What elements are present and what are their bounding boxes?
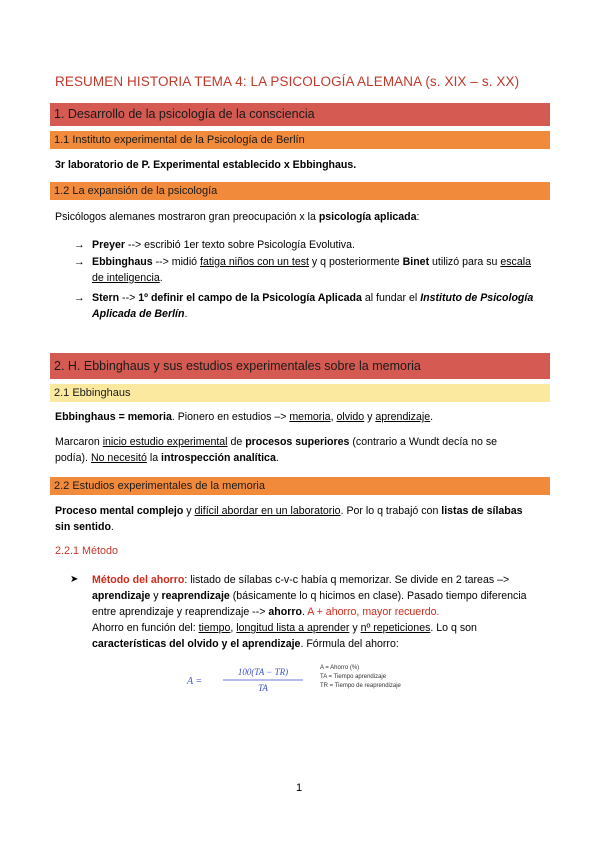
method-underline: tiempo [198, 622, 231, 634]
method-text: y [349, 622, 361, 634]
page-number: 1 [296, 782, 303, 794]
method-text: . Lo q son [430, 622, 477, 634]
p-text: . [275, 452, 279, 464]
p-text: . Pionero en estudios –> [171, 411, 290, 423]
p-underline: aprendizaje [375, 411, 431, 423]
bullet-text: al fundar el [361, 292, 421, 304]
subsection-1-1-text [55, 157, 550, 173]
proceso-paragraph [55, 503, 550, 535]
subsection-2-2-heading: 2.2 Estudios experimentales de la memoria [50, 477, 550, 495]
method-heading: 2.2.1 Método [55, 545, 119, 557]
p-underline: inicio estudio experimental [102, 436, 228, 448]
p-bold: introspección analítica [161, 452, 276, 464]
formula-legend [320, 664, 401, 691]
method-underline: longitud lista a aprender [236, 622, 350, 634]
method-text: (básicamente lo q hicimos en clase). Pasado tiempo diferencia [229, 590, 527, 602]
section-1-heading: 1. Desarrollo de la psicología de la consciencia [50, 103, 550, 126]
bullet-text: y q posteriormente [308, 256, 403, 268]
p-text: . Por lo q trabajó con [340, 505, 442, 517]
legend-line: A = Ahorro (%) [320, 665, 360, 671]
legend-line: TR = Tiempo de reaprendizaje [320, 683, 401, 689]
bullet-bold: Preyer [92, 239, 125, 251]
bullet-text: --> escribió 1er texto sobre Psicología Evolutiva. [125, 239, 355, 251]
ebbinghaus-paragraph [55, 409, 550, 425]
p-text: (contrario a Wundt decía no se [349, 436, 498, 448]
method-text: . Fórmula del ahorro: [300, 638, 399, 650]
formula-lhs: A = [187, 676, 203, 687]
formula-numerator: 100(TA − TR) [237, 667, 289, 677]
section-2-heading: 2. H. Ebbinghaus y sus estudios experimentales sobre la memoria [50, 353, 550, 379]
bullet-underline: de inteligencia [92, 272, 160, 284]
subsection-1-2-intro [55, 209, 550, 225]
p-text: y [183, 505, 195, 517]
method-bold: ahorro [268, 606, 302, 618]
bullet-underline: fatiga niños con un test [200, 256, 309, 268]
formula-denominator: TA [258, 683, 268, 693]
triangle-bullet-icon: ➤ [70, 574, 79, 585]
p-bold: listas de sílabas [441, 505, 523, 517]
bullet-italic: Instituto de Psicología [420, 292, 534, 304]
p-text: , [330, 411, 337, 423]
p-text: y [364, 411, 376, 423]
subsection-1-1-heading: 1.1 Instituto experimental de la Psicología de Berlín [50, 131, 550, 149]
subsection-2-1-heading: 2.1 Ebbinghaus [50, 384, 550, 402]
savings-formula [185, 664, 325, 696]
bullet-bold: 1º definir el campo de la Psicología Aplicada [138, 292, 362, 304]
method-red-bold: Método del ahorro [92, 574, 185, 586]
p-text: podía). [55, 452, 91, 464]
p-bold: Ebbinghaus = memoria [55, 411, 172, 423]
intro-bold: psicología aplicada [318, 211, 417, 223]
bullet-underline: escala [500, 256, 531, 268]
bullet-preyer [92, 237, 552, 253]
lab-statement: 3r laboratorio de P. Experimental establecido x Ebbinghaus. [55, 159, 357, 171]
bullet-text: . [159, 272, 163, 284]
p-text: Marcaron [55, 436, 103, 448]
bullet-ebbinghaus [92, 254, 552, 286]
p-underline: olvido [336, 411, 365, 423]
document-title: RESUMEN HISTORIA TEMA 4: LA PSICOLOGÍA ALEMANA (s. XIX – s. XX) [55, 74, 520, 89]
p-text: . [110, 521, 114, 533]
intro-colon: : [416, 211, 420, 223]
bullet-text: --> [119, 292, 139, 304]
bullet-text: utilizó para su [429, 256, 501, 268]
bullet-italic: Aplicada de Berlín [92, 308, 185, 320]
method-text: y [150, 590, 162, 602]
marcaron-paragraph [55, 434, 550, 466]
bullet-bold: Stern [92, 292, 120, 304]
bullet-text: --> midió [152, 256, 201, 268]
p-underline: No necesitó [90, 452, 147, 464]
method-text: . [301, 606, 308, 618]
method-underline: nº repeticiones [360, 622, 431, 634]
bullet-text: . [184, 308, 188, 320]
arrow-bullet-icon: → [74, 292, 85, 304]
method-red: A + ahorro, mayor recuerdo. [307, 606, 440, 618]
legend-line: TA = Tiempo aprendizaje [320, 674, 387, 680]
p-bold: sin sentido [55, 521, 111, 533]
method-bold: reaprendizaje [161, 590, 230, 602]
method-text: Ahorro en función del: [92, 622, 199, 634]
bullet-stern [92, 290, 552, 322]
p-text: la [146, 452, 162, 464]
arrow-bullet-icon: → [74, 239, 85, 251]
intro-text: Psicólogos alemanes mostraron gran preocupación x la [55, 211, 319, 223]
method-text: : listado de sílabas c-v-c había q memorizar. Se divide en 2 tareas –> [184, 574, 510, 586]
p-text: de [227, 436, 246, 448]
p-bold: Proceso mental complejo [55, 505, 184, 517]
method-text: , [230, 622, 237, 634]
arrow-bullet-icon: → [74, 256, 85, 268]
subsection-1-2-heading: 1.2 La expansión de la psicología [50, 182, 550, 200]
method-bold: aprendizaje [92, 590, 151, 602]
bullet-bold: Binet [402, 256, 430, 268]
p-text: . [430, 411, 434, 423]
p-underline: difícil abordar en un laboratorio [194, 505, 341, 517]
p-bold: procesos superiores [245, 436, 350, 448]
bullet-bold: Ebbinghaus [92, 256, 153, 268]
method-bold: características del olvido y el aprendizaje [92, 638, 301, 650]
method-bullet [92, 572, 554, 652]
method-text: entre aprendizaje y reaprendizaje --> [92, 606, 269, 618]
p-underline: memoria [289, 411, 331, 423]
